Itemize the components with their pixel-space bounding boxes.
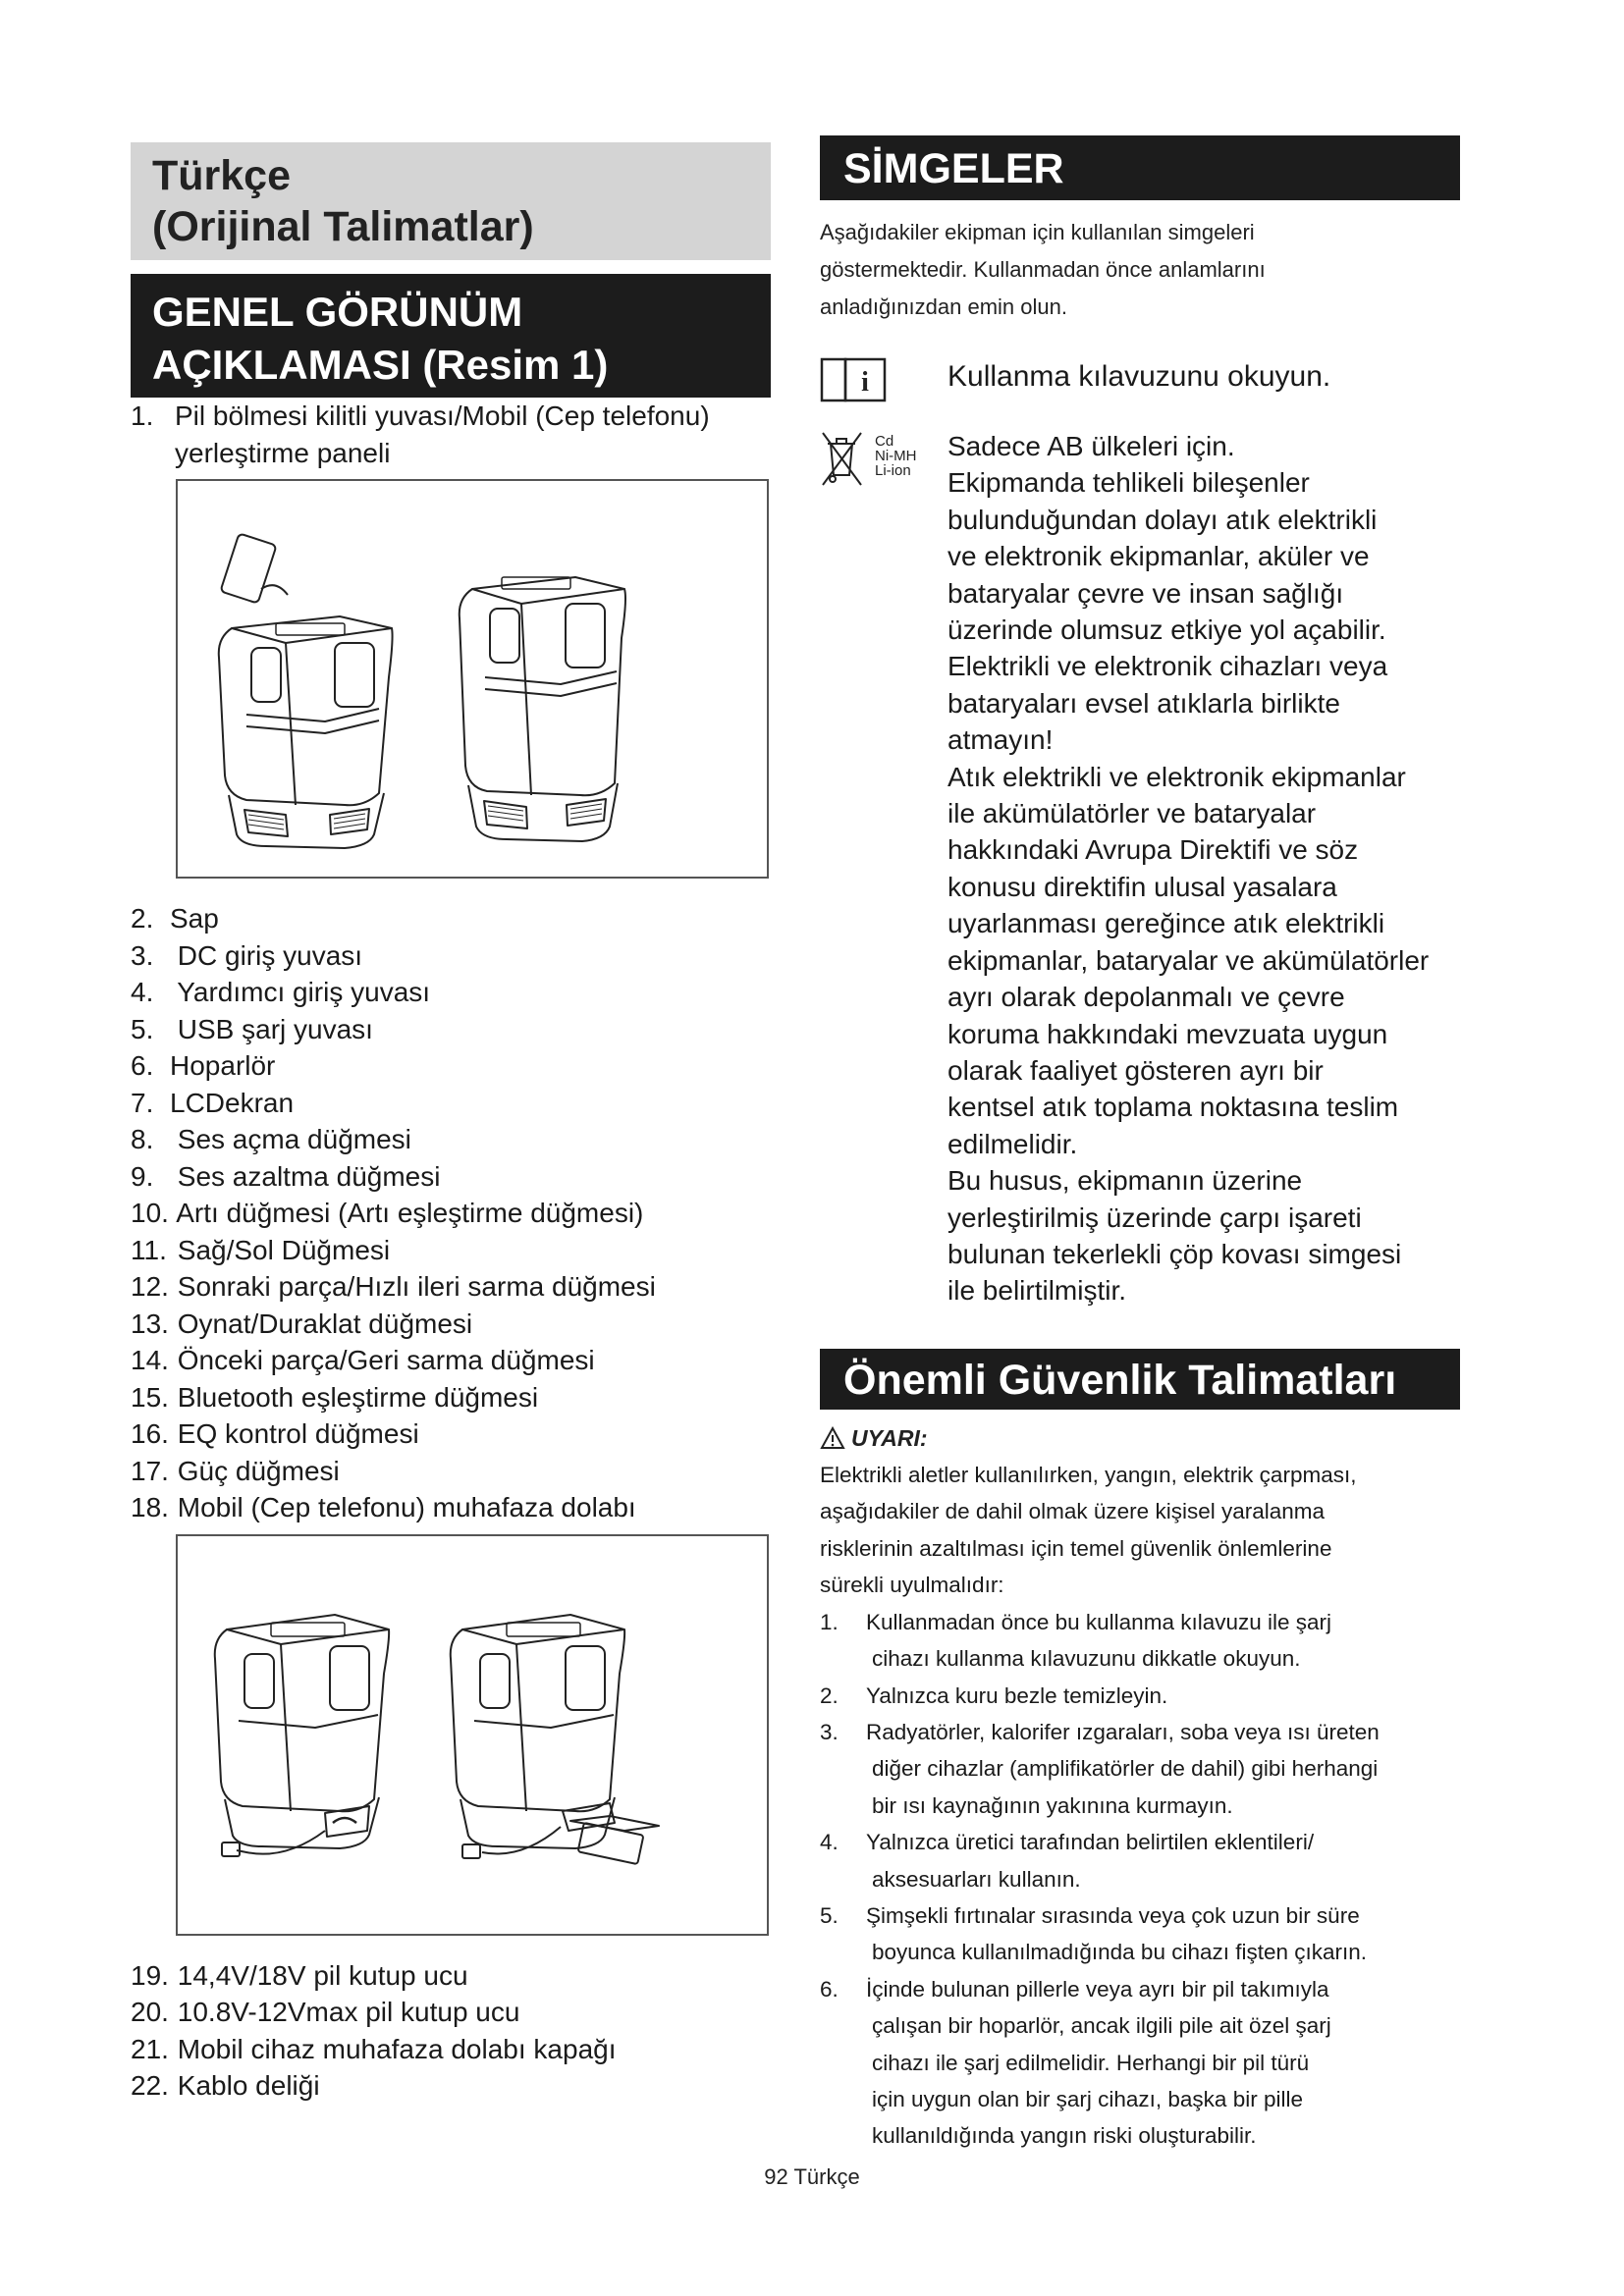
list-item: 18. Mobil (Cep telefonu) muhafaza dolabı bbox=[131, 1492, 636, 1522]
right-column bbox=[820, 135, 1460, 2155]
warning-triangle-icon bbox=[820, 1426, 845, 1450]
list-item: 9. Ses azaltma düğmesi bbox=[131, 1160, 441, 1192]
list-item: 11. Sağ/Sol Düğmesi bbox=[131, 1234, 391, 1265]
safety-item: 6. İçinde bulunan pillerle veya ayrı bir pil takımıyla çalışan bir hoparlör, ancak ilgili pile ait özel şarj cihazı ile şarj edilmelidir. Herhangi bir pil türü için uygun olan bir şarj cihazı, başka bir pille kullanıldığında yangın riski oluşturabilir. bbox=[820, 1976, 1331, 2149]
list-item: 13. Oynat/Duraklat düğmesi bbox=[131, 1308, 473, 1339]
safety-heading: Önemli Güvenlik Talimatları bbox=[820, 1349, 1460, 1410]
svg-text:i: i bbox=[861, 367, 869, 398]
list-item: 3. DC giriş yuvası bbox=[131, 939, 363, 971]
safety-list bbox=[820, 1604, 1460, 2155]
list-item: 7. LCDekran bbox=[131, 1087, 295, 1118]
language-header bbox=[131, 142, 771, 260]
list-item: 12. Sonraki parça/Hızlı ileri sarma düğmesi bbox=[131, 1271, 656, 1302]
list-item: 1. Pil bölmesi kilitli yuvası/Mobil (Cep telefonu) yerleştirme paneli bbox=[131, 400, 710, 468]
list-item: 5. USB şarj yuvası bbox=[131, 1013, 373, 1044]
overview-heading: GENEL GÖRÜNÜM AÇIKLAMASI (Resim 1) bbox=[131, 274, 771, 398]
symbols-heading: SİMGELER bbox=[820, 135, 1460, 200]
left-column bbox=[131, 142, 771, 2105]
language-title: Türkçe bbox=[152, 152, 292, 199]
list-item: 4. Yardımcı giriş yuvası bbox=[131, 977, 431, 1007]
safety-intro: Elektrikli aletler kullanılırken, yangın, elektrik çarpması, aşağıdakiler de dahil olmak üzere kişisel yaralanma risklerinin azaltılması için temel güvenlik önlemlerine sürekli uyulmalıdır: bbox=[820, 1462, 1357, 1598]
list-item: 19. 14,4V/18V pil kutup ucu bbox=[131, 1959, 468, 1991]
list-item: 16. EQ kontrol düğmesi bbox=[131, 1418, 419, 1449]
safety-item: 1. Kullanmadan önce bu kullanma kılavuzu ile şarj cihazı kullanma kılavuzunu dikkatle okuyun. bbox=[820, 1609, 1332, 1672]
language-subtitle: (Orijinal Talimatlar) bbox=[152, 203, 534, 250]
list-item: 22. Kablo deliği bbox=[131, 2070, 320, 2101]
storage-illustration bbox=[178, 1536, 767, 1934]
safety-item: 3. Radyatörler, kalorifer ızgaraları, soba veya ısı üreten diğer cihazlar (amplifikatörler de dahil) gibi herhangi bir ısı kaynağının yakınına kurmayın. bbox=[820, 1719, 1380, 1818]
overview-list-a bbox=[131, 900, 771, 1526]
svg-text:Ni-MH: Ni-MH bbox=[875, 448, 917, 464]
figure-phone-storage bbox=[176, 1534, 769, 1936]
speaker-illustration bbox=[178, 481, 767, 877]
crossed-bin-icon bbox=[820, 430, 936, 494]
list-item: 21. Mobil cihaz muhafaza dolabı kapağı bbox=[131, 2033, 617, 2064]
list-item: 15. Bluetooth eşleştirme düğmesi bbox=[131, 1381, 539, 1413]
list-item: 10. Artı düğmesi (Artı eşleştirme düğmesi) bbox=[131, 1198, 644, 1228]
list-item: 2. Sap bbox=[131, 903, 219, 934]
overview-list-b bbox=[131, 1957, 771, 2105]
safety-item: 2. Yalnızca kuru bezle temizleyin. bbox=[820, 1682, 1168, 1708]
safety-item: 5. Şimşekli fırtınalar sırasında veya çok uzun bir süre boyunca kullanılmadığında bu cihazı fişten çıkarın. bbox=[820, 1903, 1368, 1965]
symbols-intro: Aşağıdakiler ekipman için kullanılan simgeleri göstermektedir. Kullanmadan önce anlamlarını anladığınızdan emin olun. bbox=[820, 220, 1266, 319]
list-item: 20. 10.8V-12Vmax pil kutup ucu bbox=[131, 1997, 520, 2027]
svg-text:Cd: Cd bbox=[875, 433, 894, 450]
symbol-manual bbox=[820, 353, 1460, 408]
manual-text: Kullanma kılavuzunu okuyun. bbox=[947, 360, 1331, 393]
page-footer: 92 Türkçe bbox=[764, 2164, 860, 2189]
manual-book-icon bbox=[820, 355, 891, 409]
overview-item-1 bbox=[131, 398, 771, 471]
list-item: 6. Hoparlör bbox=[131, 1050, 276, 1081]
list-item: 8. Ses açma düğmesi bbox=[131, 1124, 411, 1154]
warning-label: UYARI: bbox=[820, 1423, 1460, 1453]
list-item: 17. Güç düğmesi bbox=[131, 1455, 340, 1486]
symbol-weee bbox=[820, 428, 1460, 1309]
svg-text:Li-ion: Li-ion bbox=[875, 462, 911, 479]
figure-speaker-phone-panel bbox=[176, 479, 769, 879]
weee-text: Sadece AB ülkeleri için. Ekipmanda tehlikeli bileşenler bulunduğundan dolayı atık elektrikli ve elektronik ekipmanlar, aküler ve bataryalar çevre ve insan sağlığı üzerinde olumsuz etkiye yol açabilir. Elektrikli ve elektronik cihazları veya bataryaları evsel atıklarla birlikte atmayın! Atık elektrikli ve elektronik ekipmanlar ile akümülatörler ve bataryalar hakkındaki Avrupa Direktifi ve söz konusu direktifin ulusal yasalara uyarlanması gereğince atık elektrikli ekipmanlar, bataryalar ve akümülatörler ayrı olarak depolanmalı ve çevre koruma hakkındaki mevzuata uygun olarak faaliyet gösteren ayrı bir kentsel atık toplama noktasına teslim edilmelidir. Bu husus, ekipmanın üzerine yerleştirilmiş üzerinde çarpı işareti bulunan tekerlekli çöp kovası simgesi ile belirtilmiştir. bbox=[947, 431, 1430, 1307]
list-item: 14. Önceki parça/Geri sarma düğmesi bbox=[131, 1345, 595, 1375]
safety-item: 4. Yalnızca üretici tarafından belirtilen eklentileri/ aksesuarları kullanın. bbox=[820, 1830, 1315, 1892]
